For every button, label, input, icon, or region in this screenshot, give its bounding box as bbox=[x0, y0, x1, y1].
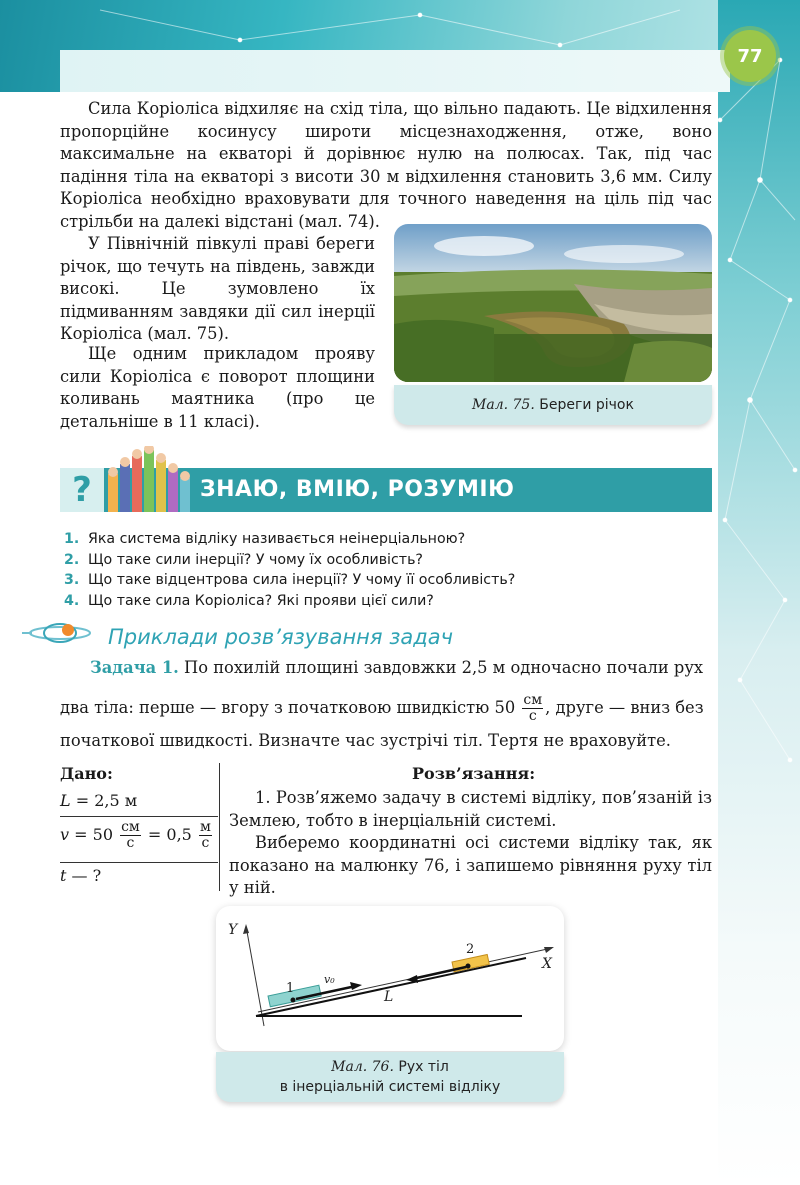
task-line-2 bbox=[60, 693, 720, 724]
find-value: — ? bbox=[71, 866, 102, 885]
velocity-unit-fraction-1 bbox=[120, 820, 141, 851]
fraction-numerator: м bbox=[199, 819, 211, 835]
body-1-label: 1 bbox=[286, 981, 295, 996]
question-list bbox=[64, 529, 515, 611]
figure-76-label: Мал. 76. bbox=[331, 1059, 394, 1075]
page-number: 77 bbox=[724, 30, 776, 82]
question-number: 3. bbox=[64, 572, 80, 588]
solution-step-2: Виберемо координатні осі системи відліку так, як показано на малюнку 76, і запишемо рівняння руху тіл у ній. bbox=[229, 833, 712, 897]
solution-title: Розв’язання: bbox=[412, 764, 536, 783]
velocity-variable: v bbox=[60, 825, 70, 844]
list-item bbox=[64, 591, 515, 612]
length-variable: L bbox=[60, 791, 71, 810]
task-text-1: По похилій площині завдовжки 2,5 м одночасно почали рух bbox=[184, 658, 704, 677]
question-text: Що таке сила Коріоліса? Які прояви цієї сили? bbox=[88, 592, 434, 609]
paragraph-pendulum: Ще одним прикладом прояву сили Коріоліса є поворот площини коливань маятника (про це детальніше в 11 класі). bbox=[60, 344, 375, 431]
velocity-value-1: = 50 bbox=[74, 825, 113, 844]
figure-76-caption-line-1: Рух тіл bbox=[398, 1059, 449, 1075]
given-vertical-divider bbox=[219, 763, 220, 891]
task-label: Задача 1. bbox=[90, 658, 179, 677]
given-title: Дано: bbox=[60, 764, 113, 783]
question-number: 4. bbox=[64, 592, 80, 609]
list-item bbox=[64, 529, 515, 550]
figure-75-label: Мал. 75. bbox=[472, 397, 535, 413]
list-item bbox=[64, 550, 515, 571]
fraction-denominator: с bbox=[528, 708, 537, 724]
task-line-3: початкової швидкості. Визначте час зустрічі тіл. Тертя не враховуйте. bbox=[60, 731, 671, 750]
fraction-denominator: с bbox=[126, 835, 135, 851]
list-item bbox=[64, 570, 515, 591]
velocity-fraction bbox=[522, 693, 543, 724]
task-line-1 bbox=[90, 658, 712, 677]
fraction-denominator: с bbox=[201, 835, 210, 851]
length-value: = 2,5 м bbox=[75, 791, 138, 810]
paragraph-river-banks: У Північній півкулі праві береги річок, що течуть на південь, завжди високі. Це зумовлено їх підмиванням завдяки дії сил інерції Коріоліса (мал. 75). bbox=[60, 234, 375, 343]
given-find-divider bbox=[60, 862, 218, 863]
figure-76 bbox=[216, 906, 564, 1051]
quiz-title: ЗНАЮ, ВМІЮ, РОЗУМІЮ bbox=[200, 477, 515, 502]
figure-75-caption bbox=[394, 385, 712, 425]
inclined-plane-diagram bbox=[216, 906, 564, 1051]
question-mark-icon: ? bbox=[60, 468, 104, 512]
fraction-numerator: см bbox=[121, 819, 140, 835]
solution-step-1: 1. Розв’яжемо задачу в системі відліку, пов’язаній із Землею, тобто в інерціальній системі. bbox=[229, 788, 712, 830]
velocity-label: v₀ bbox=[324, 973, 335, 986]
fraction-numerator: см bbox=[523, 692, 543, 708]
given-length bbox=[60, 791, 137, 810]
figure-76-caption bbox=[216, 1052, 564, 1102]
figure-76-caption-line-2: в інерціальній системі відліку bbox=[279, 1079, 501, 1095]
body-2-label: 2 bbox=[466, 942, 475, 957]
task-text-2b: , друге — вниз без bbox=[545, 698, 704, 717]
axis-y-label: Y bbox=[228, 922, 238, 938]
atom-orbit-icon bbox=[22, 618, 104, 648]
length-label: L bbox=[384, 989, 394, 1005]
figure-75-caption-text: Береги річок bbox=[539, 397, 634, 413]
velocity-value-2: = 0,5 bbox=[147, 825, 192, 844]
given-velocity bbox=[60, 820, 214, 851]
given-find bbox=[60, 866, 101, 885]
river-banks-photo bbox=[394, 224, 712, 382]
question-text: Що таке сили інерції? У чому їх особливість? bbox=[88, 551, 423, 568]
given-divider bbox=[60, 816, 218, 817]
axis-x-label: X bbox=[542, 956, 552, 972]
question-text: Що таке відцентрова сила інерції? У чому її особливість? bbox=[88, 572, 516, 588]
paragraph-coriolis-fall: Сила Коріоліса відхиляє на схід тіла, що вільно падають. Це відхилення пропорційне косинусу широти місцезнаходження, отже, воно максимальне на екваторі й дорівнює нулю на полюсах. Так, під час падіння тіла на екваторі з висоти 30 м відхилення становить 3,6 мм. Силу Коріоліса необхідно враховувати для точного наведення на ціль під час стрільби на далекі відстані (мал. 74). bbox=[60, 99, 712, 231]
time-variable: t bbox=[60, 866, 67, 885]
raised-hands-icon bbox=[104, 446, 194, 512]
question-text: Яка система відліку називається неінерціальною? bbox=[88, 531, 466, 547]
question-number: 2. bbox=[64, 551, 80, 568]
section-title: Приклади розв’язування задач bbox=[108, 625, 454, 649]
task-text-2a: два тіла: перше — вгору з початковою швидкістю 50 bbox=[60, 698, 516, 717]
question-number: 1. bbox=[64, 531, 80, 547]
velocity-unit-fraction-2 bbox=[199, 820, 212, 851]
